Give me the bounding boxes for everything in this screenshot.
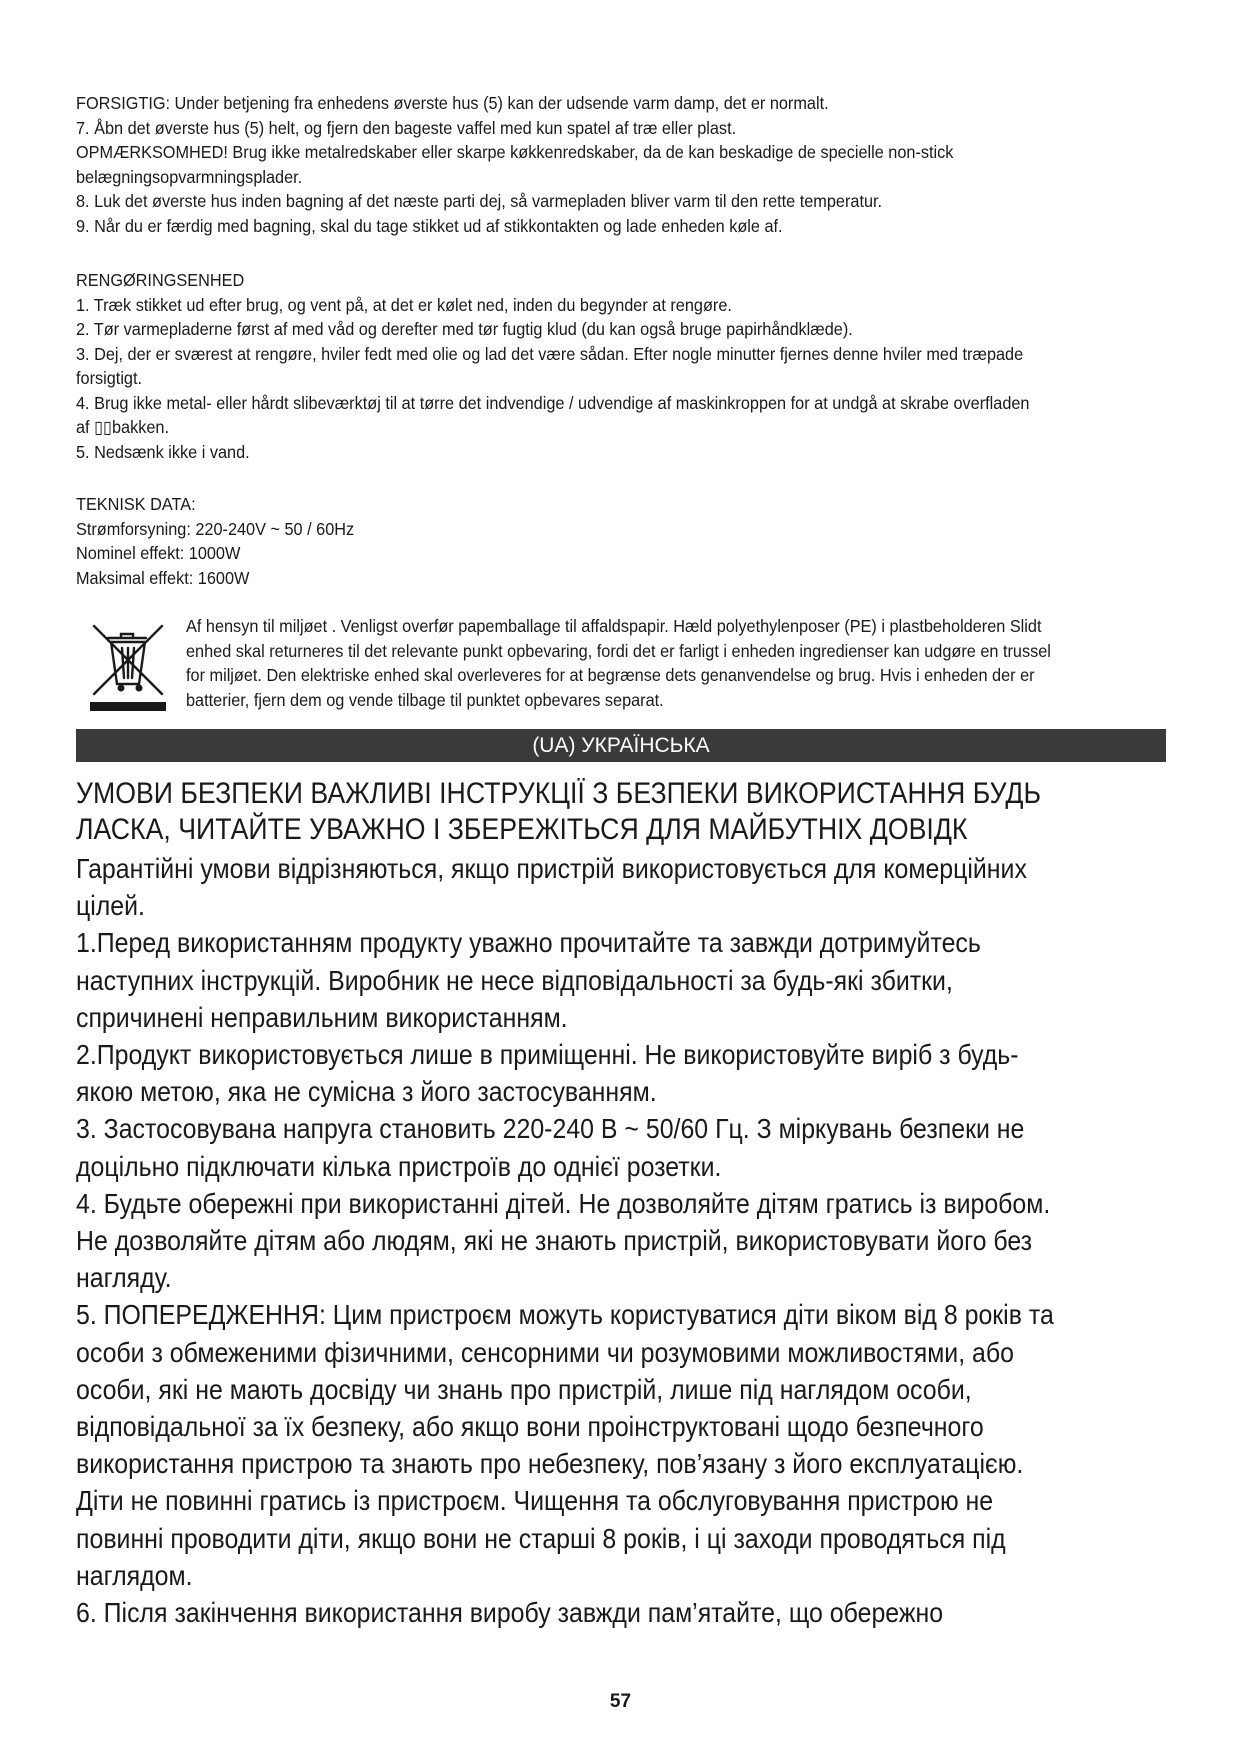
crossed-out-bin-icon [88,618,168,712]
step-8: 8. Luk det øverste hus inden bagning af det næste parti dej, så varmepladen bliver varm til den rette temperatur. [76,191,883,211]
ua-body-line: повинні проводити діти, якщо вони не старші 8 років, і ці заходи проводяться під [76,1522,1006,1554]
ua-body-line: Гарантійні умови відрізняються, якщо пристрій використовується для комерційних [76,853,1027,884]
cleaning-step-2: 2. Tør varmepladerne først af med våd og derefter med tør fugtig klud (du kan også bruge papirhåndklæde). [76,319,853,339]
ua-body-line: особи з обмеженими фізичними, сенсорними чи розумовими можливостями, або [76,1336,1014,1368]
ua-body-line: 2.Продукт використовується лише в приміщенні. Не використовуйте виріб з будь- [76,1039,1019,1071]
step-7: 7. Åbn det øverste hus (5) helt, og fjern den bageste vaffel med kun spatel af træ eller plast. [76,117,737,138]
cleaning-step-1: 1. Træk stikket ud efter brug, og vent på, at det er kølet ned, inden du begynder at rengøre. [76,294,732,315]
tech-title: TEKNISK DATA: [76,494,196,514]
page-number: 57 [609,1691,632,1712]
attention-text: OPMÆRKSOMHED! Brug ikke metalredskaber eller skarpe køkkenredskaber, da de kan beskadige de specielle non-stick [76,142,954,162]
ua-body-line: 6. Після закінчення використання виробу завжди пам’ятайте, що обережно [76,1597,944,1629]
ukrainian-safety-section [76,776,1162,1631]
ua-body-line: 3. Застосовувана напруга становить 220-240 В ~ 50/60 Гц. З міркувань безпеки не [76,1113,1025,1145]
ua-body-line: Не дозволяйте дітям або людям, які не знають пристрій, використовувати його без [76,1225,1033,1257]
cleaning-title: RENGØRINGSENHED [76,270,245,290]
tech-max-power: Maksimal effekt: 1600W [76,567,250,588]
cleaning-step-4-cont: af ▯▯bakken. [76,417,170,437]
ua-body-line: використання пристрою та знають про небезпеку, пов’язану з його експлуатацією. [76,1448,1024,1480]
danish-cleaning-section [76,268,1090,464]
ua-heading-line-1: УМОВИ БЕЗПЕКИ ВАЖЛИВІ ІНСТРУКЦІЇ З БЕЗПЕКИ ВИКОРИСТАННЯ БУДЬ [76,777,1041,810]
ua-body-line: нагляду. [76,1262,172,1294]
tech-power-supply: Strømforsyning: 220-240V ~ 50 / 60Hz [76,518,355,539]
cleaning-step-4: 4. Brug ikke metal- eller hårdt slibeværktøj til at tørre det indvendige / udvendige af maskinkroppen for at undgå at skrabe overfladen [76,392,1030,413]
language-section-bar: (UA) УКРАЇНСЬКА [76,729,1166,762]
tech-nominal-power: Nominel effekt: 1000W [76,543,241,563]
ua-body-line: відповідальної за їх безпеку, або якщо вони проінструктовані щодо безпечного [76,1411,984,1443]
ua-body-line: Діти не повинні гратись із пристроєм. Чищення та обслуговування пристрою не [76,1485,994,1517]
ua-body-line: 4. Будьте обережні при використанні дітей. Не дозволяйте дітям гратись із виробом. [76,1187,1051,1219]
caution-text: FORSIGTIG: Under betjening fra enhedens øverste hus (5) kan der udsende varm damp, det er normalt. [76,93,829,113]
ua-body-line: спричинені неправильним використанням. [76,1001,568,1033]
environment-notice [186,614,1163,712]
ua-body-line: 5. ПОПЕРЕДЖЕННЯ: Цим пристроєм можуть користуватися діти віком від 8 років та [76,1299,1054,1331]
attention-text-cont: belægningsopvarmningsplader. [76,166,303,187]
environment-line-1: Af hensyn til miljøet . Venligst overfør papemballage til affaldspapir. Hæld polyethylenposer (PE) i plastbeholderen Slidt [186,616,1042,636]
ua-body-line: цілей. [76,890,145,922]
ua-body-line: доцільно підключати кілька пристроїв до однієї розетки. [76,1150,722,1182]
danish-instructions-continued [76,91,1090,238]
cleaning-step-3-cont: forsigtigt. [76,368,143,388]
cleaning-step-3: 3. Dej, der er sværest at rengøre, hviler fedt med olie og lad det være sådan. Efter nogle minutter fjernes denne hviler med træpade [76,343,1024,364]
ua-body-line: наступних інструкцій. Виробник не несе відповідальності за будь-які збитки, [76,964,953,996]
ua-body-line: якою метою, яка не сумісна з його застосуванням. [76,1076,657,1108]
environment-line-4: batterier, fjern dem og vende tilbage til punktet opbevares separat. [186,689,664,710]
cleaning-step-5: 5. Nedsænk ikke i vand. [76,441,250,462]
environment-line-2: enhed skal returneres til det relevante punkt opbevaring, fordi det er farligt i enheden ingredienser kan udgøre en trussel [186,640,1051,661]
step-9: 9. Når du er færdig med bagning, skal du tage stikket ud af stikkontakten og lade enheden køle af. [76,215,783,236]
environment-line-3: for miljøet. Den elektriske enhed skal overleveres for at begrænse dets genanvendelse og brug. Hvis i enheden der er [186,665,1035,685]
ua-body-line: наглядом. [76,1559,193,1591]
ua-body-line: 1.Перед використанням продукту уважно прочитайте та завжди дотримуйтесь [76,927,981,959]
ua-heading-line-2: ЛАСКА, ЧИТАЙТЕ УВАЖНО І ЗБЕРЕЖІТЬСЯ ДЛЯ МАЙБУТНІХ ДОВІДК [76,813,968,846]
ua-body-line: особи, які не мають досвіду чи знань про пристрій, лише під наглядом особи, [76,1373,972,1405]
danish-technical-data [76,492,1090,590]
